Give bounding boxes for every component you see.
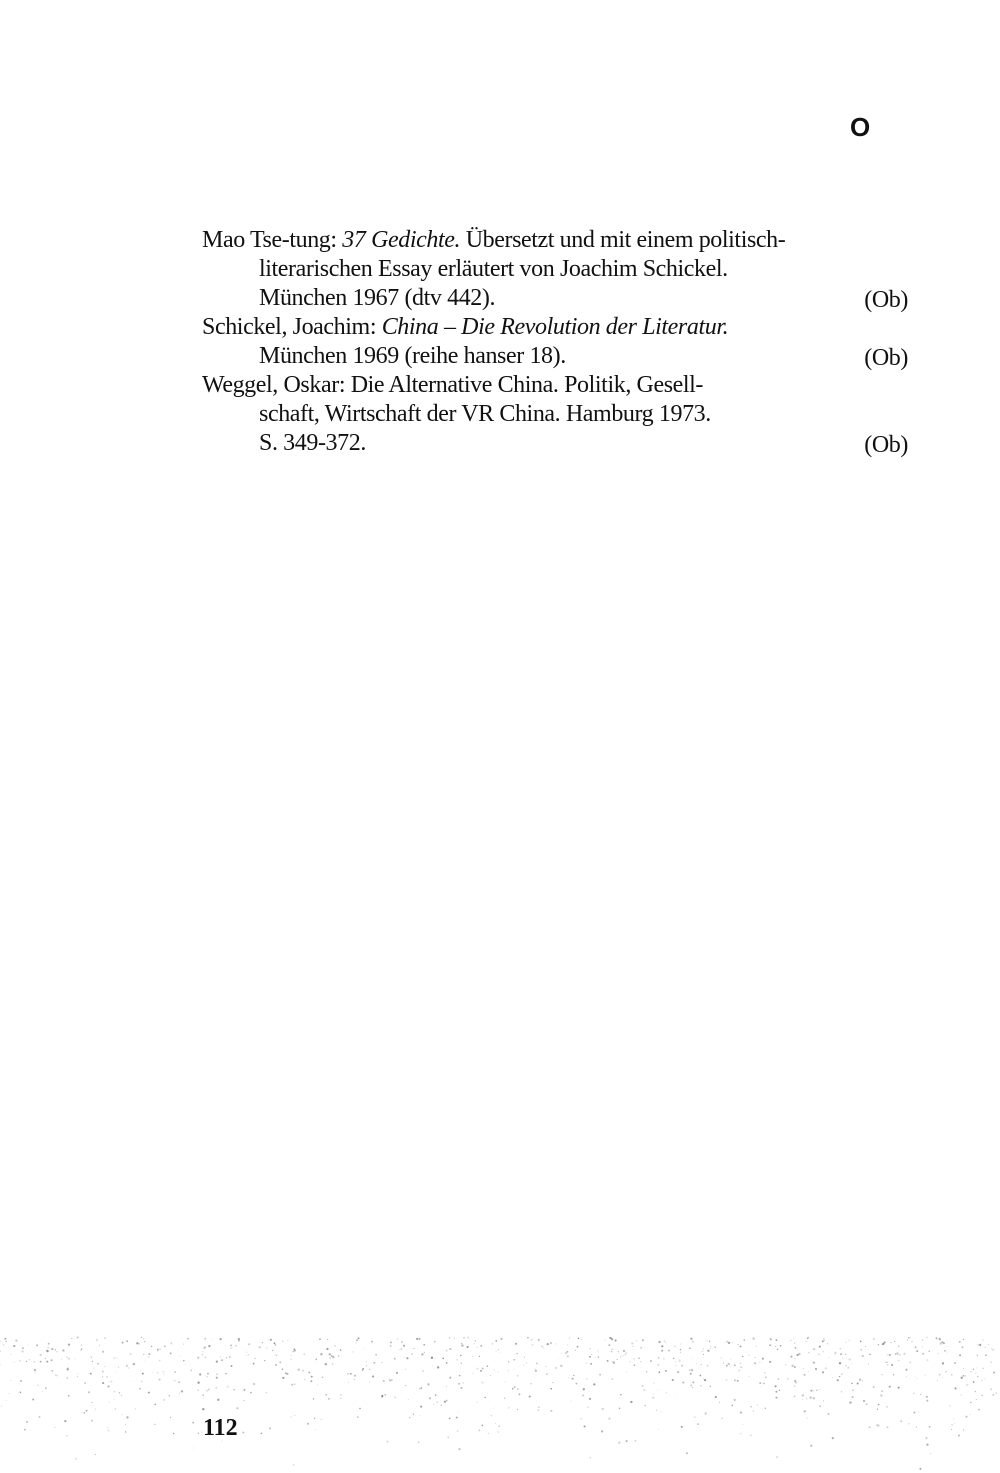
bibliography-list <box>202 226 914 458</box>
entry-title: China – Die Revolution der Literatur. <box>381 314 729 340</box>
entry-title: 37 Gedichte. <box>342 227 461 253</box>
entry-author: Mao Tse-tung: <box>202 227 343 253</box>
entry-line: schaft, Wirtschaft der VR China. Hamburg 1973. <box>259 401 711 427</box>
entry-publication: München 1967 (dtv 442). <box>259 285 496 311</box>
entry-line: literarischen Essay erläutert von Joachim Schickel. <box>259 256 728 282</box>
entry-publication: S. 349-372. <box>259 430 366 456</box>
section-letter: O <box>850 112 871 142</box>
entry-publication: München 1969 (reihe hanser 18). <box>259 343 566 369</box>
bibliography-entry-schickel <box>202 313 914 371</box>
entry-line <box>202 313 914 342</box>
entry-tag: (Ob) <box>864 345 908 371</box>
entry-line <box>202 226 914 255</box>
entry-tag: (Ob) <box>864 432 908 458</box>
bibliography-entry-mao <box>202 226 914 313</box>
entry-description: Übersetzt und mit einem politisch- <box>460 227 786 253</box>
scan-noise <box>0 1330 1000 1473</box>
entry-line <box>202 429 914 458</box>
entry-author: Schickel, Joachim: <box>202 314 382 340</box>
entry-tag: (Ob) <box>864 287 908 313</box>
entry-line <box>202 342 914 371</box>
bibliography-entry-weggel <box>202 371 914 458</box>
entry-line: Weggel, Oskar: Die Alternative China. Politik, Gesell- <box>202 372 704 398</box>
entry-line <box>202 284 914 313</box>
page-number: 112 <box>203 1415 238 1441</box>
